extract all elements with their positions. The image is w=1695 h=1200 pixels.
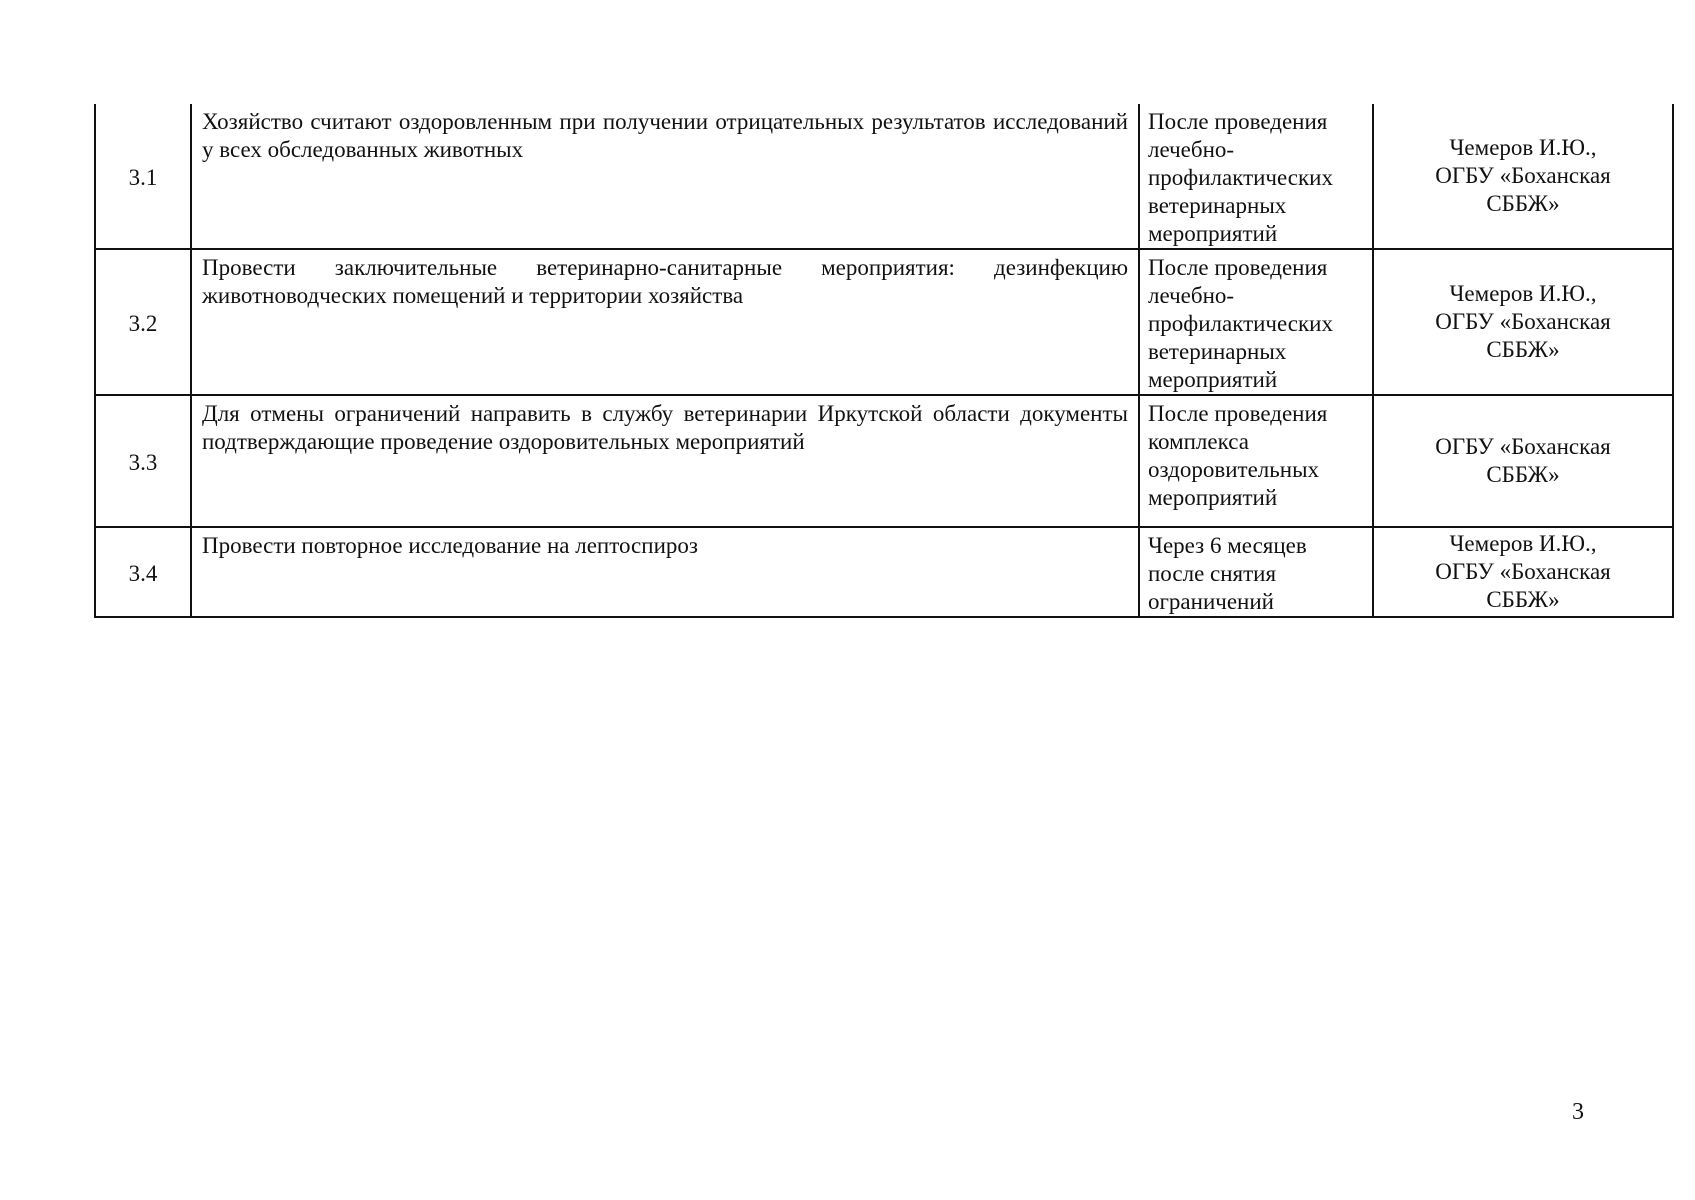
row-number: 3.2 [95,249,191,395]
responsible-line: ОГБУ «Боханская [1435,434,1611,459]
responsible-line: СББЖ» [1486,462,1560,487]
table-row [95,527,1673,617]
term-line: после снятия [1148,561,1277,586]
term-line: После проведения [1148,255,1328,280]
responsible-line: Чемеров И.Ю., [1449,281,1597,306]
responsible-line: Чемеров И.Ю., [1449,135,1597,160]
term-line: ограничений [1148,589,1274,614]
row-number: 3.4 [95,527,191,617]
term-line: профилактических [1148,311,1333,336]
row-responsible [1373,527,1673,617]
row-action: Для отмены ограничений направить в службу ветеринарии Иркутской области документы подтверждающие проведение оздоровительных мероприятий [191,395,1139,527]
row-action: Хозяйство считают оздоровленным при получении отрицательных результатов исследований у всех обследованных животных [191,104,1139,249]
row-term [1139,527,1373,617]
responsible-line: СББЖ» [1486,587,1560,612]
measures-table [94,104,1674,618]
term-line: лечебно- [1148,137,1235,162]
responsible-line: СББЖ» [1486,337,1560,362]
term-line: оздоровительных [1148,457,1320,482]
responsible-line: СББЖ» [1486,191,1560,216]
term-line: мероприятий [1148,221,1278,246]
term-line: профилактических [1148,165,1333,190]
row-responsible [1373,249,1673,395]
term-line: мероприятий [1148,485,1278,510]
row-action: Провести заключительные ветеринарно-санитарные мероприятия: дезинфекцию животноводческих помещений и территории хозяйства [191,249,1139,395]
row-responsible [1373,104,1673,249]
table-row [95,104,1673,249]
row-number: 3.3 [95,395,191,527]
row-term [1139,249,1373,395]
term-line: лечебно- [1148,283,1235,308]
table-row [95,249,1673,395]
responsible-line: Чемеров И.Ю., [1449,531,1597,556]
term-line: ветеринарных [1148,339,1287,364]
responsible-line: ОГБУ «Боханская [1435,309,1611,334]
row-term [1139,395,1373,527]
row-term [1139,104,1373,249]
row-number: 3.1 [95,104,191,249]
row-responsible [1373,395,1673,527]
term-line: мероприятий [1148,367,1278,392]
term-line: ветеринарных [1148,193,1287,218]
term-line: комплекса [1148,429,1249,454]
term-line: Через 6 месяцев [1148,533,1307,558]
row-action: Провести повторное исследование на лептоспироз [191,527,1139,617]
term-line: После проведения [1148,109,1328,134]
page-number: 3 [1572,1099,1584,1125]
responsible-line: ОГБУ «Боханская [1435,559,1611,584]
responsible-line: ОГБУ «Боханская [1435,163,1611,188]
table-row [95,395,1673,527]
term-line: После проведения [1148,401,1328,426]
